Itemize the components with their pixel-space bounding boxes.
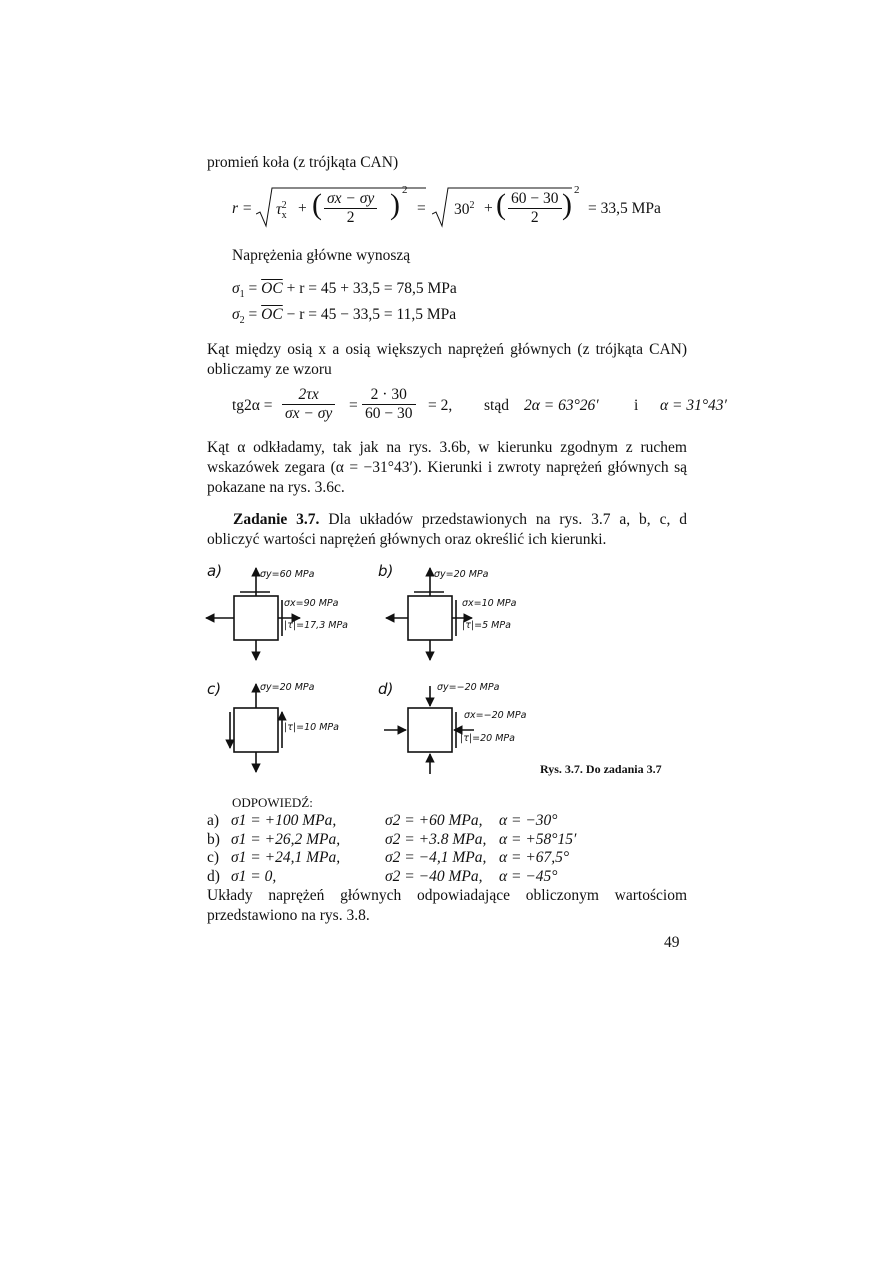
answer-s1: σ1 = +24,1 MPa,	[231, 849, 341, 866]
answer-s2: σ2 = −4,1 MPa,	[385, 849, 487, 866]
diagram-b-sx: σx=10 MPa	[462, 598, 517, 609]
diagram-a-sy: σy=60 MPa	[260, 569, 315, 580]
answers-closing: Układy naprężeń głównych odpowiadające obliczonym wartościom przedstawiono na rys. 3.8.	[207, 887, 687, 924]
answer-label: d)	[207, 867, 220, 885]
power-2: 2	[574, 184, 580, 196]
answer-label: b)	[207, 830, 220, 848]
diagram-c-label: c)	[207, 680, 222, 698]
tg-eq: =	[349, 397, 358, 414]
frac1-num: σx − σy	[327, 190, 375, 207]
sigma2-eq: =	[244, 306, 262, 323]
plus-sign: +	[298, 200, 307, 217]
task-paragraph	[207, 510, 687, 550]
sigma1-rest: + r = 45 + 33,5 = 78,5 MPa	[282, 280, 457, 297]
tg-frac2-den: 60 − 30	[365, 405, 413, 422]
answer-alpha: α = +58°15′	[499, 830, 577, 848]
formula-r-lhs: r =	[232, 200, 253, 217]
diagram-d-sx: σx=−20 MPa	[464, 710, 527, 721]
sigma2-sub: 2	[239, 315, 245, 327]
fraction-1	[324, 190, 377, 227]
answer-s1: σ1 = +26,2 MPa,	[231, 830, 341, 848]
answer-label: a)	[207, 812, 220, 829]
answer-s2: σ2 = +3.8 MPa,	[385, 830, 487, 848]
thirty: 30	[454, 201, 470, 219]
tg-stad: stąd	[484, 397, 509, 414]
frac2-den: 2	[530, 209, 539, 226]
sigma1-sub: 1	[239, 289, 245, 301]
answer-label: c)	[207, 849, 220, 866]
tg-lhs: tg2α =	[232, 397, 273, 414]
tau-sup: 2	[281, 200, 287, 211]
tg-alpha: α = 31°43′	[660, 397, 727, 414]
diagram-b-sy: σy=20 MPa	[434, 569, 489, 580]
power-1: 2	[402, 184, 408, 196]
diagram-d-sy: σy=−20 MPa	[437, 682, 500, 693]
intro-line: promień koła (z trójkąta CAN)	[207, 154, 399, 171]
diagram-c-tau: |τ|=10 MPa	[284, 722, 339, 733]
sigma1-eq: =	[244, 280, 262, 297]
diagram-a-sx: σx=90 MPa	[284, 598, 339, 609]
answer-s2: σ2 = −40 MPa,	[385, 867, 483, 885]
fraction-2	[508, 190, 562, 227]
sigma1-line	[232, 280, 457, 300]
answer-s1: σ1 = 0,	[231, 867, 277, 885]
diagram-a-label: a)	[207, 562, 223, 580]
answer-row	[207, 812, 580, 831]
tg-frac1-den: σx − σy	[285, 405, 333, 422]
frac2-num: 60 − 30	[508, 190, 562, 209]
paren-open-2: (	[496, 188, 506, 221]
principal-heading: Naprężenia główne wynoszą	[232, 247, 411, 264]
page-number: 49	[664, 934, 680, 951]
sigma2-oc: $\overline{OC}$	[261, 306, 283, 323]
tg-frac1-num: 2τx	[298, 386, 319, 403]
diagram-a-element	[234, 596, 278, 640]
angle-direction-paragraph: Kąt α odkładamy, tak jak na rys. 3.6b, w kierunku zgodnym z ruchem wskazówek zegara (α = −31°43′). Kierunki i zwroty naprężeń głównych są pokazane na rys. 3.6c.	[207, 439, 687, 496]
sigma1-oc: $\overline{OC}$	[261, 280, 283, 297]
plus-sign-2: +	[484, 200, 493, 217]
task-title: Zadanie 3.7.	[233, 511, 320, 528]
paren-close-2: )	[562, 188, 572, 221]
answers-table	[207, 812, 580, 886]
answers-heading: ODPOWIEDŹ:	[232, 795, 313, 810]
answer-s1: σ1 = +100 MPa,	[231, 812, 337, 829]
sigma2-rest: − r = 45 − 33,5 = 11,5 MPa	[282, 306, 457, 323]
tg-i: i	[634, 397, 639, 414]
diagram-c-sy: σy=20 MPa	[260, 682, 315, 693]
diagram-d-element	[408, 708, 452, 752]
answer-row	[207, 849, 580, 868]
paren-close-1: )	[390, 188, 400, 221]
diagram-d-label: d)	[378, 680, 394, 698]
tg-two-alpha: 2α = 63°26′	[524, 397, 599, 414]
diagram-b-label: b)	[378, 562, 394, 580]
figure-caption: Rys. 3.7. Do zadania 3.7	[540, 762, 662, 776]
answer-s2: σ2 = +60 MPa,	[385, 812, 483, 829]
tg-result: = 2,	[428, 397, 453, 414]
tg-fraction-2	[362, 386, 416, 423]
tau-term: τ	[276, 201, 282, 219]
task-text: Dla układów przedstawionych na rys. 3.7 a, b, c, d obliczyć wartości naprężeń głównych oraz określić ich kierunki.	[207, 511, 687, 548]
paren-open-1: (	[312, 188, 322, 221]
diagram-d-tau: |τ|=20 MPa	[460, 733, 515, 744]
sigma2-line	[232, 306, 456, 326]
diagram-a-tau: |τ|=17,3 MPa	[284, 620, 348, 631]
tg-frac2-num: 2 · 30	[362, 386, 416, 405]
answer-alpha: α = −30°	[499, 812, 558, 829]
tg-fraction-1	[282, 386, 335, 423]
angle-paragraph: Kąt między osią x a osią większych naprężeń głównych (z trójkąta CAN) obliczamy ze wzoru	[207, 341, 687, 378]
diagram-c-element	[234, 708, 278, 752]
diagram-b-element	[408, 596, 452, 640]
tau-sub: x	[281, 210, 287, 222]
answer-alpha: α = −45°	[499, 867, 558, 885]
thirty-sup: 2	[469, 200, 475, 211]
sigma2-symbol: σ	[232, 306, 240, 323]
radius-result: = 33,5 MPa	[588, 200, 661, 217]
answer-row	[207, 831, 580, 850]
sigma1-symbol: σ	[232, 280, 240, 297]
answer-alpha: α = +67,5°	[499, 849, 570, 866]
frac1-den: 2	[346, 209, 355, 226]
equals-1: =	[417, 200, 426, 217]
diagram-b-tau: |τ|=5 MPa	[462, 620, 511, 631]
answer-row	[207, 868, 580, 887]
stress-diagrams	[190, 560, 710, 785]
